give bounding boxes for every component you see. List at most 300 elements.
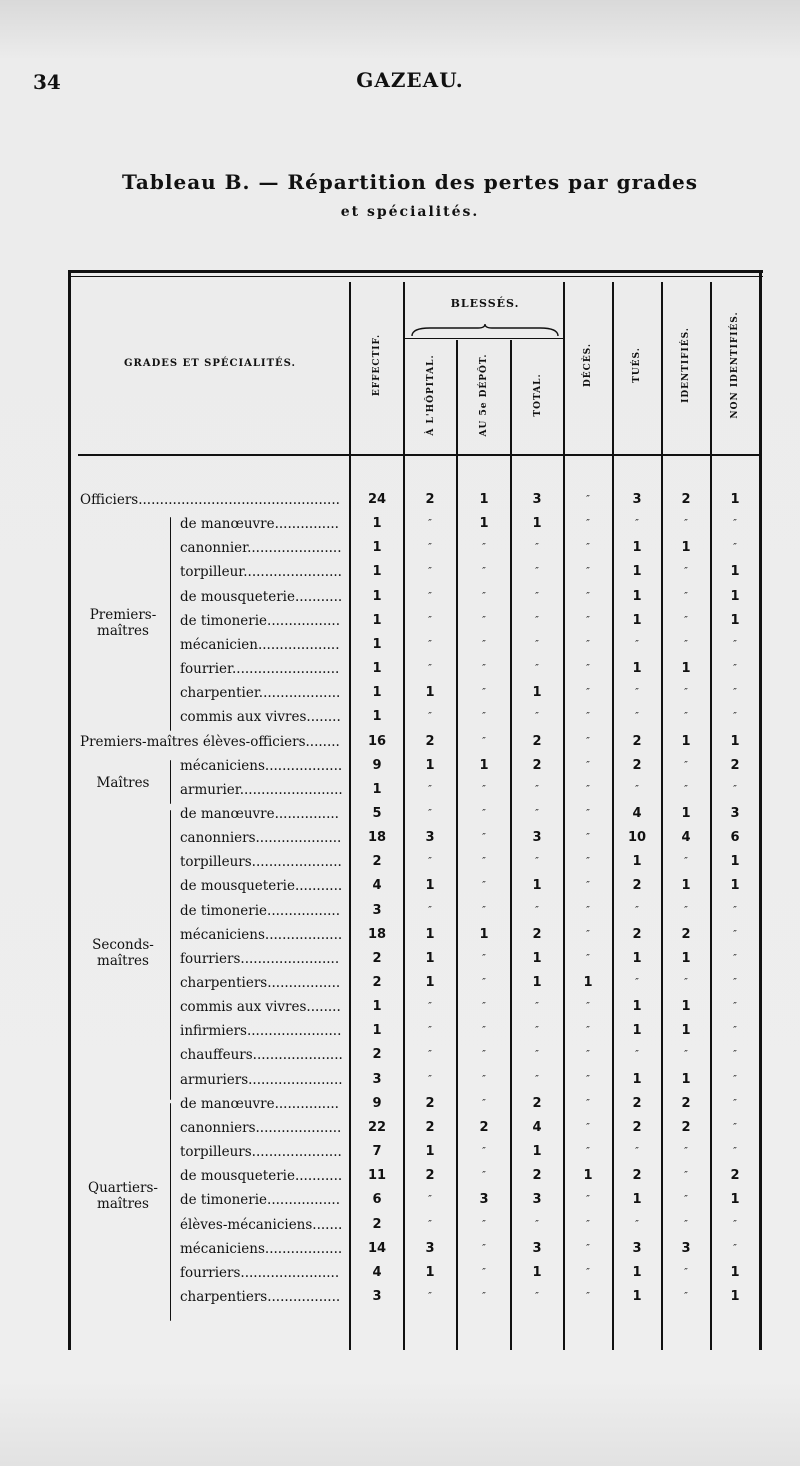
table-subtitle: et spécialités. [340, 204, 480, 220]
table-row [0, 899, 800, 923]
table-cell: ″ [586, 687, 590, 699]
table-cell: ″ [428, 638, 432, 650]
table-cell: 3 [532, 492, 542, 507]
table-cell: 3 [681, 1240, 691, 1256]
table-cell: ″ [428, 566, 432, 578]
table-cell: 2 [425, 492, 435, 507]
table-top-rule [68, 270, 763, 273]
table-cell: ″ [482, 1218, 486, 1230]
table-cell: ″ [586, 711, 590, 723]
table-cell: 3 [479, 1192, 489, 1208]
row-label: torpilleurs..................... [180, 854, 342, 871]
table-cell: 1 [532, 685, 542, 701]
table-cell: ″ [586, 542, 590, 554]
table-cell: ″ [733, 1242, 737, 1254]
table-cell: ″ [586, 494, 590, 505]
table-row [0, 488, 800, 512]
table-cell: ″ [684, 904, 688, 916]
table-cell: ″ [482, 783, 486, 795]
table-cell: ″ [586, 759, 590, 771]
table-cell: ″ [684, 1049, 688, 1061]
table-cell: 1 [425, 926, 435, 942]
table-row [0, 1092, 800, 1116]
table-cell: ″ [482, 1170, 486, 1182]
table-cell: ″ [482, 807, 486, 819]
table-cell: 3 [632, 1240, 642, 1256]
table-cell: 1 [372, 588, 382, 604]
table-cell: 1 [730, 612, 740, 628]
table-cell: ″ [586, 590, 590, 602]
table-row [0, 633, 800, 657]
table-cell: 1 [632, 588, 642, 604]
table-row [0, 754, 800, 778]
table-cell: ″ [684, 687, 688, 699]
table-cell: ″ [482, 1049, 486, 1061]
table-cell: ″ [733, 638, 737, 650]
table-row [0, 585, 800, 609]
table-row [0, 874, 800, 898]
row-label: armuriers...................... [180, 1071, 343, 1088]
table-cell: 3 [632, 492, 642, 507]
table-cell: ″ [586, 735, 590, 747]
table-cell: ″ [535, 663, 539, 675]
table-cell: 1 [632, 1023, 642, 1039]
table-cell: ″ [733, 977, 737, 988]
table-row [0, 971, 800, 995]
table-cell: 3 [372, 1071, 382, 1087]
table-row [0, 1261, 800, 1285]
table-cell: 14 [367, 1240, 387, 1256]
table-top-rule-thin [68, 276, 763, 277]
table-cell: 1 [532, 950, 542, 966]
table-cell: ″ [586, 1146, 590, 1158]
table-cell: ″ [684, 856, 688, 868]
table-cell: 1 [372, 781, 382, 797]
table-cell: ″ [535, 1218, 539, 1230]
table-cell: ″ [635, 904, 639, 916]
table-cell: 1 [372, 612, 382, 628]
table-cell: ″ [482, 952, 486, 964]
table-cell: ″ [684, 1170, 688, 1182]
table-cell: ″ [684, 783, 688, 795]
table-cell: 9 [372, 757, 382, 773]
table-cell: 1 [372, 564, 382, 580]
table-cell: ″ [428, 614, 432, 626]
table-cell: ″ [428, 542, 432, 554]
table-cell: 6 [730, 830, 740, 846]
table-cell: 1 [632, 854, 642, 870]
table-cell: 1 [730, 1264, 740, 1280]
table-cell: ″ [684, 1266, 688, 1278]
table-cell: 2 [681, 492, 691, 507]
table-cell: 1 [372, 685, 382, 701]
header-tues: TUÉS. [632, 347, 642, 383]
row-label: torpilleurs..................... [180, 1144, 342, 1161]
table-cell: ″ [733, 1218, 737, 1230]
header-total: TOTAL. [533, 373, 543, 417]
table-cell: 1 [425, 975, 435, 990]
table-cell: ″ [635, 783, 639, 795]
table-cell: 4 [632, 805, 642, 821]
table-cell: ″ [733, 904, 737, 916]
header-deces: DÉCÈS. [583, 343, 593, 387]
table-cell: ″ [733, 1146, 737, 1158]
table-cell: 1 [479, 516, 489, 532]
table-cell: ″ [535, 1001, 539, 1013]
row-label: élèves-mécaniciens....... [180, 1216, 343, 1233]
table-cell: 2 [632, 733, 642, 749]
table-row [0, 1188, 800, 1212]
table-cell: ″ [586, 614, 590, 626]
table-cell: 1 [632, 1071, 642, 1087]
table-cell: ″ [535, 542, 539, 554]
row-label: de manœuvre............... [180, 1095, 339, 1112]
table-cell: 2 [632, 757, 642, 773]
table-cell: 1 [425, 878, 435, 894]
table-cell: 3 [372, 1288, 382, 1304]
table-cell: 5 [372, 805, 382, 821]
row-label: Officiers............................................... [80, 492, 340, 508]
row-label: torpilleur....................... [180, 564, 342, 581]
table-cell: ″ [586, 1049, 590, 1061]
table-cell: 1 [730, 733, 740, 749]
table-cell: 1 [730, 854, 740, 870]
table-cell: ″ [733, 1001, 737, 1013]
table-cell: ″ [482, 1073, 486, 1085]
row-label: charpentiers................. [180, 975, 341, 991]
table-cell: ″ [586, 566, 590, 578]
table-row [0, 657, 800, 681]
row-label: mécaniciens.................. [180, 926, 343, 943]
table-cell: 1 [730, 1192, 740, 1208]
table-cell: 7 [372, 1144, 382, 1160]
table-cell: 1 [372, 999, 382, 1015]
table-cell: ″ [535, 1049, 539, 1061]
table-cell: ″ [428, 711, 432, 723]
table-cell: ″ [635, 687, 639, 699]
table-cell: ″ [684, 614, 688, 626]
table-cell: ″ [586, 1194, 590, 1206]
table-cell: 1 [583, 975, 593, 990]
table-row [0, 1116, 800, 1140]
table-row [0, 512, 800, 536]
table-cell: ″ [535, 856, 539, 868]
table-cell: 10 [627, 830, 647, 846]
row-label: mécaniciens.................. [180, 757, 343, 774]
table-cell: 1 [681, 733, 691, 749]
table-cell: 2 [730, 757, 740, 773]
table-cell: 1 [681, 805, 691, 821]
table-cell: ″ [535, 614, 539, 626]
table-cell: ″ [428, 904, 432, 916]
table-cell: ″ [733, 928, 737, 940]
row-label: charpentier................... [180, 685, 341, 702]
table-cell: ″ [733, 711, 737, 723]
table-row [0, 1285, 800, 1309]
table-cell: ″ [482, 880, 486, 892]
row-label: de mousqueterie........... [180, 1168, 343, 1185]
table-cell: ″ [635, 1218, 639, 1230]
table-row [0, 1237, 800, 1261]
table-cell: ″ [684, 518, 688, 530]
table-cell: 1 [532, 516, 542, 532]
table-cell: 1 [632, 1288, 642, 1304]
table-row [0, 536, 800, 560]
table-cell: ″ [428, 1194, 432, 1206]
table-row [0, 778, 800, 802]
table-cell: 3 [425, 1240, 435, 1256]
row-label: de manœuvre............... [180, 805, 339, 822]
table-cell: 22 [367, 1119, 387, 1135]
table-cell: ″ [586, 928, 590, 940]
table-cell: 1 [681, 1071, 691, 1087]
row-label: de timonerie................. [180, 1192, 340, 1209]
table-cell: ″ [586, 638, 590, 650]
table-cell: ″ [428, 807, 432, 819]
table-cell: ″ [586, 952, 590, 964]
table-cell: ″ [586, 1266, 590, 1278]
table-cell: ″ [586, 904, 590, 916]
table-row [0, 1164, 800, 1188]
table-cell: 1 [681, 1023, 691, 1039]
table-cell: 1 [479, 492, 489, 507]
table-cell: ″ [733, 1025, 737, 1037]
table-cell: 2 [681, 1095, 691, 1111]
table-cell: ″ [684, 566, 688, 578]
table-cell: ″ [733, 1121, 737, 1133]
table-cell: ″ [586, 1242, 590, 1254]
group-label-text: Seconds-maîtres [92, 937, 154, 969]
table-cell: ″ [733, 1073, 737, 1085]
table-cell: ″ [635, 711, 639, 723]
header-effectif: EFFECTIF. [372, 333, 382, 397]
table-cell: ″ [428, 1001, 432, 1013]
table-cell: ″ [733, 518, 737, 530]
header-non-identifies: NON IDENTIFIÉS. [730, 311, 740, 419]
row-label: canonnier...................... [180, 540, 342, 557]
table-cell: ″ [586, 1097, 590, 1109]
table-cell: 2 [372, 1047, 382, 1063]
table-cell: 1 [372, 661, 382, 677]
row-label: mécanicien................... [180, 636, 340, 653]
table-cell: 1 [532, 975, 542, 990]
table-cell: ″ [535, 638, 539, 650]
header-depot: AU 5e DÉPÔT. [479, 353, 489, 437]
table-cell: ″ [535, 807, 539, 819]
row-label: canonniers.................... [180, 830, 342, 847]
table-cell: ″ [482, 832, 486, 844]
table-cell: 1 [583, 1168, 593, 1184]
table-cell: ″ [586, 880, 590, 892]
group-label-text: Maîtres [96, 775, 150, 791]
table-cell: ″ [482, 904, 486, 916]
table-row [0, 1213, 800, 1237]
table-cell: 1 [632, 564, 642, 580]
table-row [0, 1140, 800, 1164]
table-cell: ″ [684, 1146, 688, 1158]
table-cell: 1 [479, 757, 489, 773]
table-row [0, 730, 800, 754]
table-cell: 1 [372, 1023, 382, 1039]
table-cell: ″ [586, 663, 590, 675]
table-cell: ″ [733, 783, 737, 795]
table-cell: ″ [535, 711, 539, 723]
table-cell: ″ [482, 1097, 486, 1109]
running-title: GAZEAU. [356, 68, 464, 92]
table-cell: 2 [632, 1095, 642, 1111]
header-bottom-rule [78, 454, 761, 456]
table-cell: 1 [372, 540, 382, 556]
header-hopital: À L'HÔPITAL. [426, 354, 436, 436]
table-cell: ″ [482, 1290, 486, 1302]
table-cell: 3 [425, 830, 435, 846]
table-cell: ″ [482, 566, 486, 578]
table-cell: ″ [586, 832, 590, 844]
table-cell: ″ [482, 1242, 486, 1254]
table-cell: ″ [482, 856, 486, 868]
table-cell: 1 [730, 878, 740, 894]
table-cell: ″ [733, 1049, 737, 1061]
table-cell: 2 [532, 926, 542, 942]
table-row [0, 1068, 800, 1092]
table-cell: ″ [635, 638, 639, 650]
row-label: mécaniciens.................. [180, 1240, 343, 1257]
table-cell: 3 [730, 805, 740, 821]
table-cell: 2 [372, 975, 382, 990]
table-cell: 3 [532, 1192, 542, 1208]
group-label-text: Quartiers-maîtres [88, 1180, 158, 1212]
table-cell: ″ [428, 1218, 432, 1230]
table-cell: 1 [681, 540, 691, 556]
table-cell: 1 [681, 950, 691, 966]
row-label: charpentiers................. [180, 1288, 341, 1305]
row-label: commis aux vivres........ [180, 709, 341, 726]
table-cell: ″ [684, 1290, 688, 1302]
table-cell: 2 [532, 733, 542, 749]
table-cell: ″ [733, 1097, 737, 1109]
row-label: de manœuvre............... [180, 516, 339, 533]
table-cell: 3 [532, 830, 542, 846]
table-title: Tableau B. — Répartition des pertes par grades [121, 170, 699, 194]
table-cell: 3 [372, 902, 382, 918]
table-cell: ″ [733, 542, 737, 554]
table-row [0, 995, 800, 1019]
table-cell: 2 [425, 1119, 435, 1135]
table-cell: ″ [482, 638, 486, 650]
header-blesses: BLESSÉS. [450, 297, 520, 310]
table-row [0, 826, 800, 850]
table-cell: 1 [730, 588, 740, 604]
header-identifies: IDENTIFIÉS. [681, 327, 691, 403]
table-cell: 1 [681, 999, 691, 1015]
row-label: de mousqueterie........... [180, 878, 343, 895]
table-cell: 24 [367, 492, 387, 507]
table-cell: 1 [372, 516, 382, 532]
table-cell: ″ [428, 590, 432, 602]
table-row [0, 947, 800, 971]
table-cell: ″ [586, 807, 590, 819]
table-cell: 1 [730, 1288, 740, 1304]
table-cell: 1 [632, 540, 642, 556]
table-cell: ″ [586, 1290, 590, 1302]
table-cell: 1 [425, 1264, 435, 1280]
table-cell: 1 [681, 661, 691, 677]
table-cell: ″ [482, 1001, 486, 1013]
table-cell: ″ [482, 590, 486, 602]
table-cell: ″ [535, 566, 539, 578]
table-cell: ″ [428, 1073, 432, 1085]
table-cell: ″ [684, 590, 688, 602]
row-label: armurier........................ [180, 781, 343, 798]
table-cell: 18 [367, 830, 387, 846]
row-label: fourriers....................... [180, 1264, 340, 1281]
table-cell: 2 [425, 733, 435, 749]
table-cell: ″ [684, 977, 688, 988]
table-cell: 11 [367, 1168, 387, 1184]
table-cell: ″ [635, 1146, 639, 1158]
table-cell: 4 [372, 1264, 382, 1280]
table-cell: ″ [535, 1290, 539, 1302]
table-cell: 9 [372, 1095, 382, 1111]
table-cell: 4 [372, 878, 382, 894]
table-cell: ″ [482, 1146, 486, 1158]
table-cell: 1 [632, 1192, 642, 1208]
table-cell: 3 [532, 1240, 542, 1256]
table-cell: ″ [586, 783, 590, 795]
table-row [0, 1043, 800, 1067]
table-cell: 2 [532, 1168, 542, 1184]
table-cell: ″ [586, 1073, 590, 1085]
table-row [0, 850, 800, 874]
table-cell: 1 [632, 661, 642, 677]
row-label: chauffeurs..................... [180, 1047, 343, 1064]
table-cell: ″ [428, 1025, 432, 1037]
row-label: de mousqueterie........... [180, 588, 343, 605]
table-cell: 1 [532, 1144, 542, 1160]
table-cell: 2 [632, 878, 642, 894]
table-row [0, 681, 800, 705]
table-cell: 1 [532, 878, 542, 894]
row-label: fourriers....................... [180, 950, 340, 967]
table-cell: ″ [684, 711, 688, 723]
table-cell: ″ [428, 1049, 432, 1061]
table-cell: ″ [428, 856, 432, 868]
table-cell: ″ [586, 1121, 590, 1133]
table-cell: ″ [684, 1194, 688, 1206]
table-cell: ″ [482, 687, 486, 699]
table-cell: ″ [428, 518, 432, 530]
header-grades: GRADES ET SPÉCIALITÉS. [123, 358, 297, 369]
table-cell: 2 [681, 926, 691, 942]
table-cell: 2 [425, 1168, 435, 1184]
table-cell: ″ [684, 638, 688, 650]
row-label: infirmiers...................... [180, 1023, 342, 1040]
table-cell: 1 [372, 709, 382, 725]
table-cell: 1 [632, 1264, 642, 1280]
table-cell: ″ [733, 663, 737, 675]
table-cell: ″ [482, 542, 486, 554]
row-label: de timonerie................. [180, 902, 340, 919]
table-cell: ″ [586, 1001, 590, 1013]
table-cell: ″ [684, 759, 688, 771]
table-cell: 2 [681, 1119, 691, 1135]
table-cell: ″ [586, 1218, 590, 1230]
table-cell: ″ [586, 518, 590, 530]
table-cell: 1 [632, 612, 642, 628]
table-cell: ″ [482, 977, 486, 988]
table-cell: ″ [635, 977, 639, 988]
table-row [0, 923, 800, 947]
